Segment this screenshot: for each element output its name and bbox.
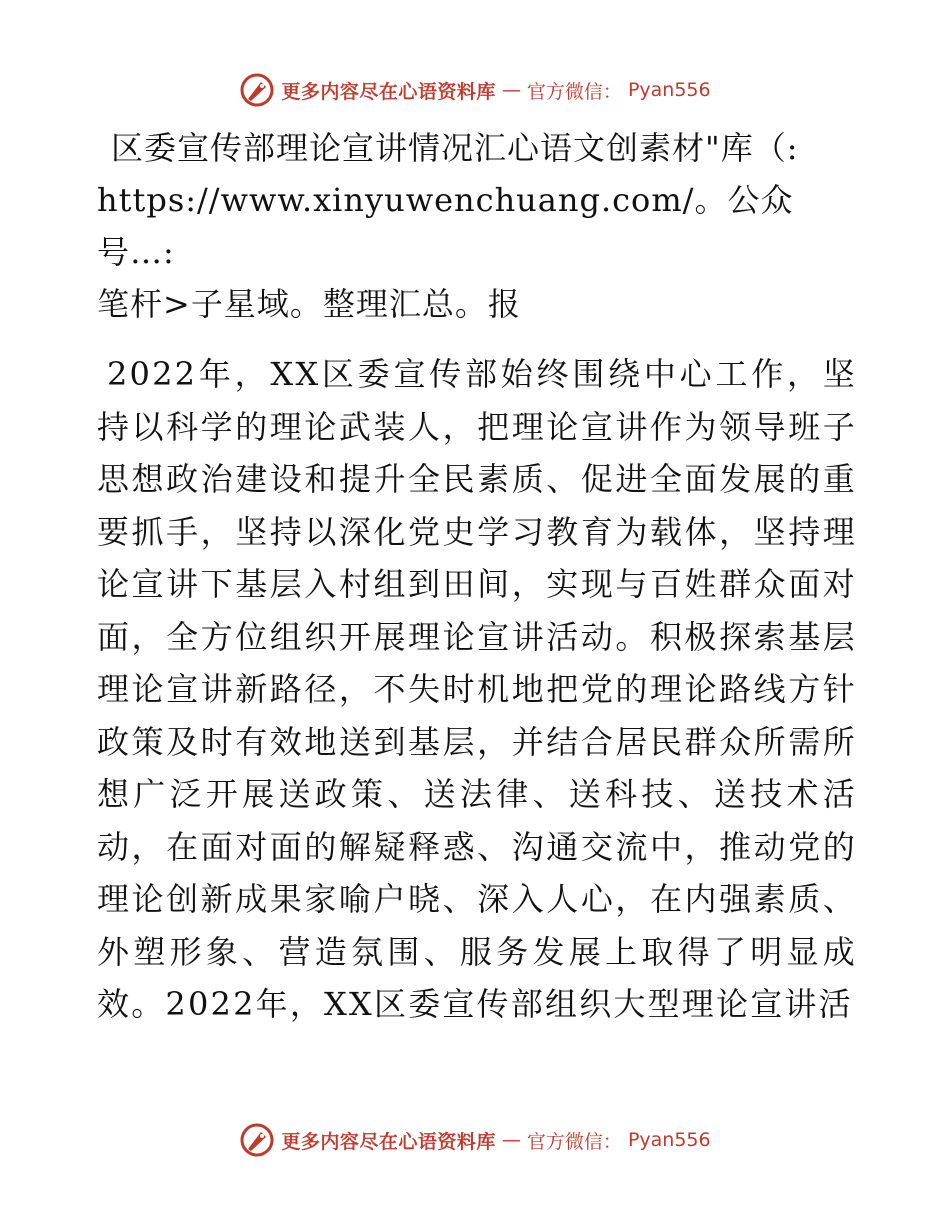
watermark-dash: — [501,1129,521,1151]
watermark-main-text: 更多内容尽在心语资料库 [281,80,496,103]
watermark-wechat-id: Pyan556 [627,79,711,101]
heading-line-2: https://www.xinyuwenchuang.com/。公众号…: [97,181,794,271]
watermark-main-text: 更多内容尽在心语资料库 [281,1130,496,1153]
watermark-wechat-label: 官方微信： [526,80,622,103]
footer-watermark [0,1120,950,1160]
heading-line-3: 笔杆>子星域。整理汇总。报 [97,285,521,323]
header-watermark [0,70,950,110]
pen-nib-circle-icon [239,1122,275,1158]
heading-line-1: 区委宣传部理论宣讲情况汇心语文创素材"库（: [111,129,799,167]
pen-nib-circle-icon [239,72,275,108]
document-heading [97,122,857,330]
body-paragraph: 2022年，XX区委宣传部始终围绕中心工作，坚持以科学的理论武装人，把理论宣讲作为领导班子思想政治建设和提升全民素质、促进全面发展的重要抓手，坚持以深化党史学习教育为载体，坚持理论宣讲下基层入村组到田间，实现与百姓群众面对面，全方位组织开展理论宣讲活动。积极探索基层理论宣讲新路径，不失时机地把党的理论路线方针政策及时有效地送到基层，并结合居民群众所需所想广泛开展送政策、送法律、送科技、送技术活动，在面对面的解疑释惑、沟通交流中，推动党的理论创新成果家喻户晓、深入人心，在内强素质、外塑形象、营造氛围、服务发展上取得了明显成效。2022年，XX区委宣传部组织大型理论宣讲活 [97,355,857,1023]
watermark-wechat-label: 官方微信： [526,1130,622,1153]
watermark-dash: — [501,79,521,101]
document-content [97,122,857,1031]
watermark-wechat-id: Pyan556 [627,1129,711,1151]
